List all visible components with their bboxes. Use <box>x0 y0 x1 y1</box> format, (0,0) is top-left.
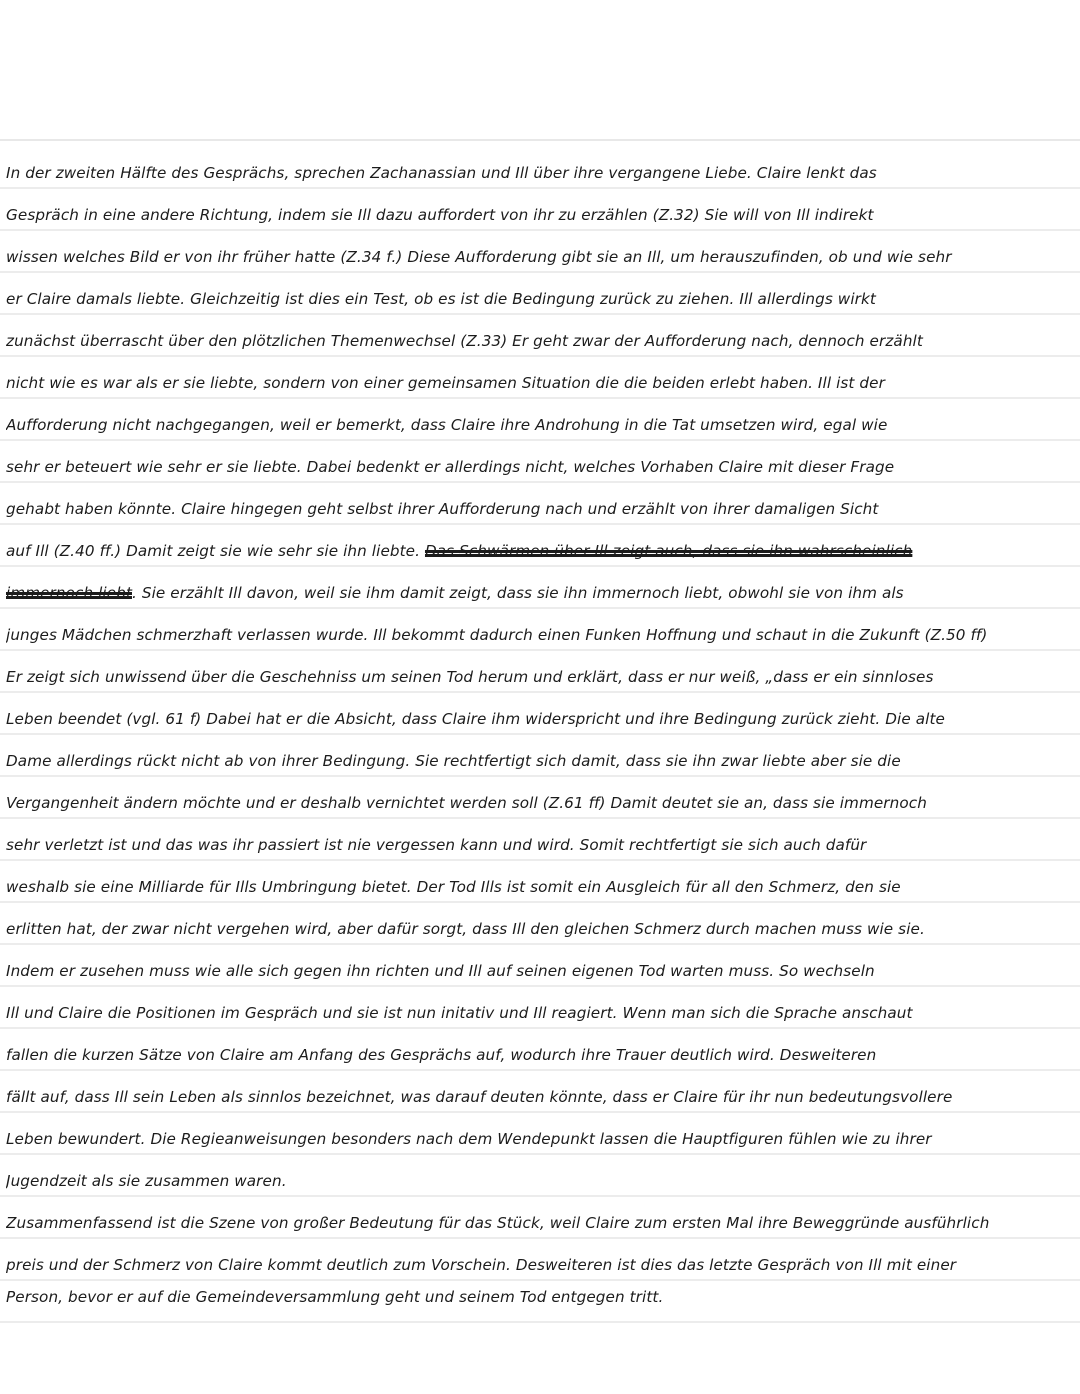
text-line-21: Ill und Claire die Positionen im Gespräch und sie ist nun initativ und Ill reagiert. Wenn man sich die Sprache anschaut <box>6 1004 913 1022</box>
text-line-2: Gespräch in eine andere Richtung, indem sie Ill dazu auffordert von ihr zu erzählen (Z.32) Sie will von Ill indirekt <box>6 206 874 224</box>
text-line-23: fällt auf, dass Ill sein Leben als sinnlos bezeichnet, was darauf deuten könnte, dass er Claire für ihr nun bedeutungsvollere <box>6 1088 953 1106</box>
text-line-27: preis und der Schmerz von Claire kommt deutlich zum Vorschein. Desweiteren ist dies das letzte Gespräch von Ill mit einer <box>6 1256 957 1274</box>
text-line-25: Jugendzeit als sie zusammen waren. <box>6 1172 287 1190</box>
text-line-17: sehr verletzt ist und das was ihr passiert ist nie vergessen kann und wird. Somit rechtfertigt sie sich auch dafür <box>6 836 867 854</box>
text-line-18: weshalb sie eine Milliarde für Ills Umbringung bietet. Der Tod Ills ist somit ein Ausgleich für all den Schmerz, den sie <box>6 878 901 896</box>
text-line-20: Indem er zusehen muss wie alle sich gegen ihn richten und Ill auf seinen eigenen Tod warten muss. So wechseln <box>6 962 875 980</box>
text-line-8: sehr er beteuert wie sehr er sie liebte. Dabei bedenkt er allerdings nicht, welches Vorhaben Claire mit dieser Frage <box>6 458 895 476</box>
text-line-16: Vergangenheit ändern möchte und er deshalb vernichtet werden soll (Z.61 ff) Damit deutet sie an, dass sie immernoch <box>6 794 927 812</box>
line-11-text: . Sie erzählt Ill davon, weil sie ihm damit zeigt, dass sie ihn immernoch liebt, obwohl sie von ihm als <box>132 584 904 602</box>
line-10-text: auf Ill (Z.40 ff.) Damit zeigt sie wie sehr sie ihn liebte. <box>6 542 425 560</box>
struck-through-text-continued: immernoch liebt <box>6 584 132 602</box>
text-line-24: Leben bewundert. Die Regieanweisungen besonders nach dem Wendepunkt lassen die Hauptfiguren fühlen wie zu ihrer <box>6 1130 932 1148</box>
text-line-14: Leben beendet (vgl. 61 f) Dabei hat er die Absicht, dass Claire ihm widerspricht und ihre Bedingung zurück zieht. Die alte <box>6 710 945 728</box>
text-line-28: Person, bevor er auf die Gemeindeversammlung geht und seinem Tod entgegen tritt. <box>6 1288 664 1306</box>
text-line-3: wissen welches Bild er von ihr früher hatte (Z.34 f.) Diese Aufforderung gibt sie an Ill, um herauszufinden, ob und wie sehr <box>6 248 952 266</box>
text-line-15: Dame allerdings rückt nicht ab von ihrer Bedingung. Sie rechtfertigt sich damit, dass sie ihn zwar liebte aber sie die <box>6 752 901 770</box>
text-line-19: erlitten hat, der zwar nicht vergehen wird, aber dafür sorgt, dass Ill den gleichen Schmerz durch machen muss wie sie. <box>6 920 925 938</box>
text-line-13: Er zeigt sich unwissend über die Geschehniss um seinen Tod herum und erklärt, dass er nur weiß, „dass er ein sinnloses <box>6 668 934 686</box>
text-line-9: gehabt haben könnte. Claire hingegen geht selbst ihrer Aufforderung nach und erzählt von ihrer damaligen Sicht <box>6 500 879 518</box>
text-line-1: In der zweiten Hälfte des Gesprächs, sprechen Zachanassian und Ill über ihre vergangene Liebe. Claire lenkt das <box>6 164 877 182</box>
struck-through-text: Das Schwärmen über Ill zeigt auch, dass sie ihn wahrscheinlich <box>424 542 913 560</box>
text-line-26: Zusammenfassend ist die Szene von großer Bedeutung für das Stück, weil Claire zum ersten Mal ihre Beweggründe ausführlich <box>6 1214 990 1232</box>
text-line-6: nicht wie es war als er sie liebte, sondern von einer gemeinsamen Situation die die beiden erlebt haben. Ill ist der <box>6 374 885 392</box>
text-line-5: zunächst überrascht über den plötzlichen Themenwechsel (Z.33) Er geht zwar der Aufforderung nach, dennoch erzählt <box>6 332 923 350</box>
text-line-4: er Claire damals liebte. Gleichzeitig ist dies ein Test, ob es ist die Bedingung zurück zu ziehen. Ill allerdings wirkt <box>6 290 876 308</box>
text-line-7: Aufforderung nicht nachgegangen, weil er bemerkt, dass Claire ihre Androhung in die Tat umsetzen wird, egal wie <box>6 416 888 434</box>
text-line-22: fallen die kurzen Sätze von Claire am Anfang des Gesprächs auf, wodurch ihre Trauer deutlich wird. Desweiteren <box>6 1046 877 1064</box>
text-line-10 <box>6 536 1076 566</box>
text-line-11 <box>6 578 1076 608</box>
text-line-12: junges Mädchen schmerzhaft verlassen wurde. Ill bekommt dadurch einen Funken Hoffnung und schaut in die Zukunft (Z.50 ff) <box>6 626 988 644</box>
